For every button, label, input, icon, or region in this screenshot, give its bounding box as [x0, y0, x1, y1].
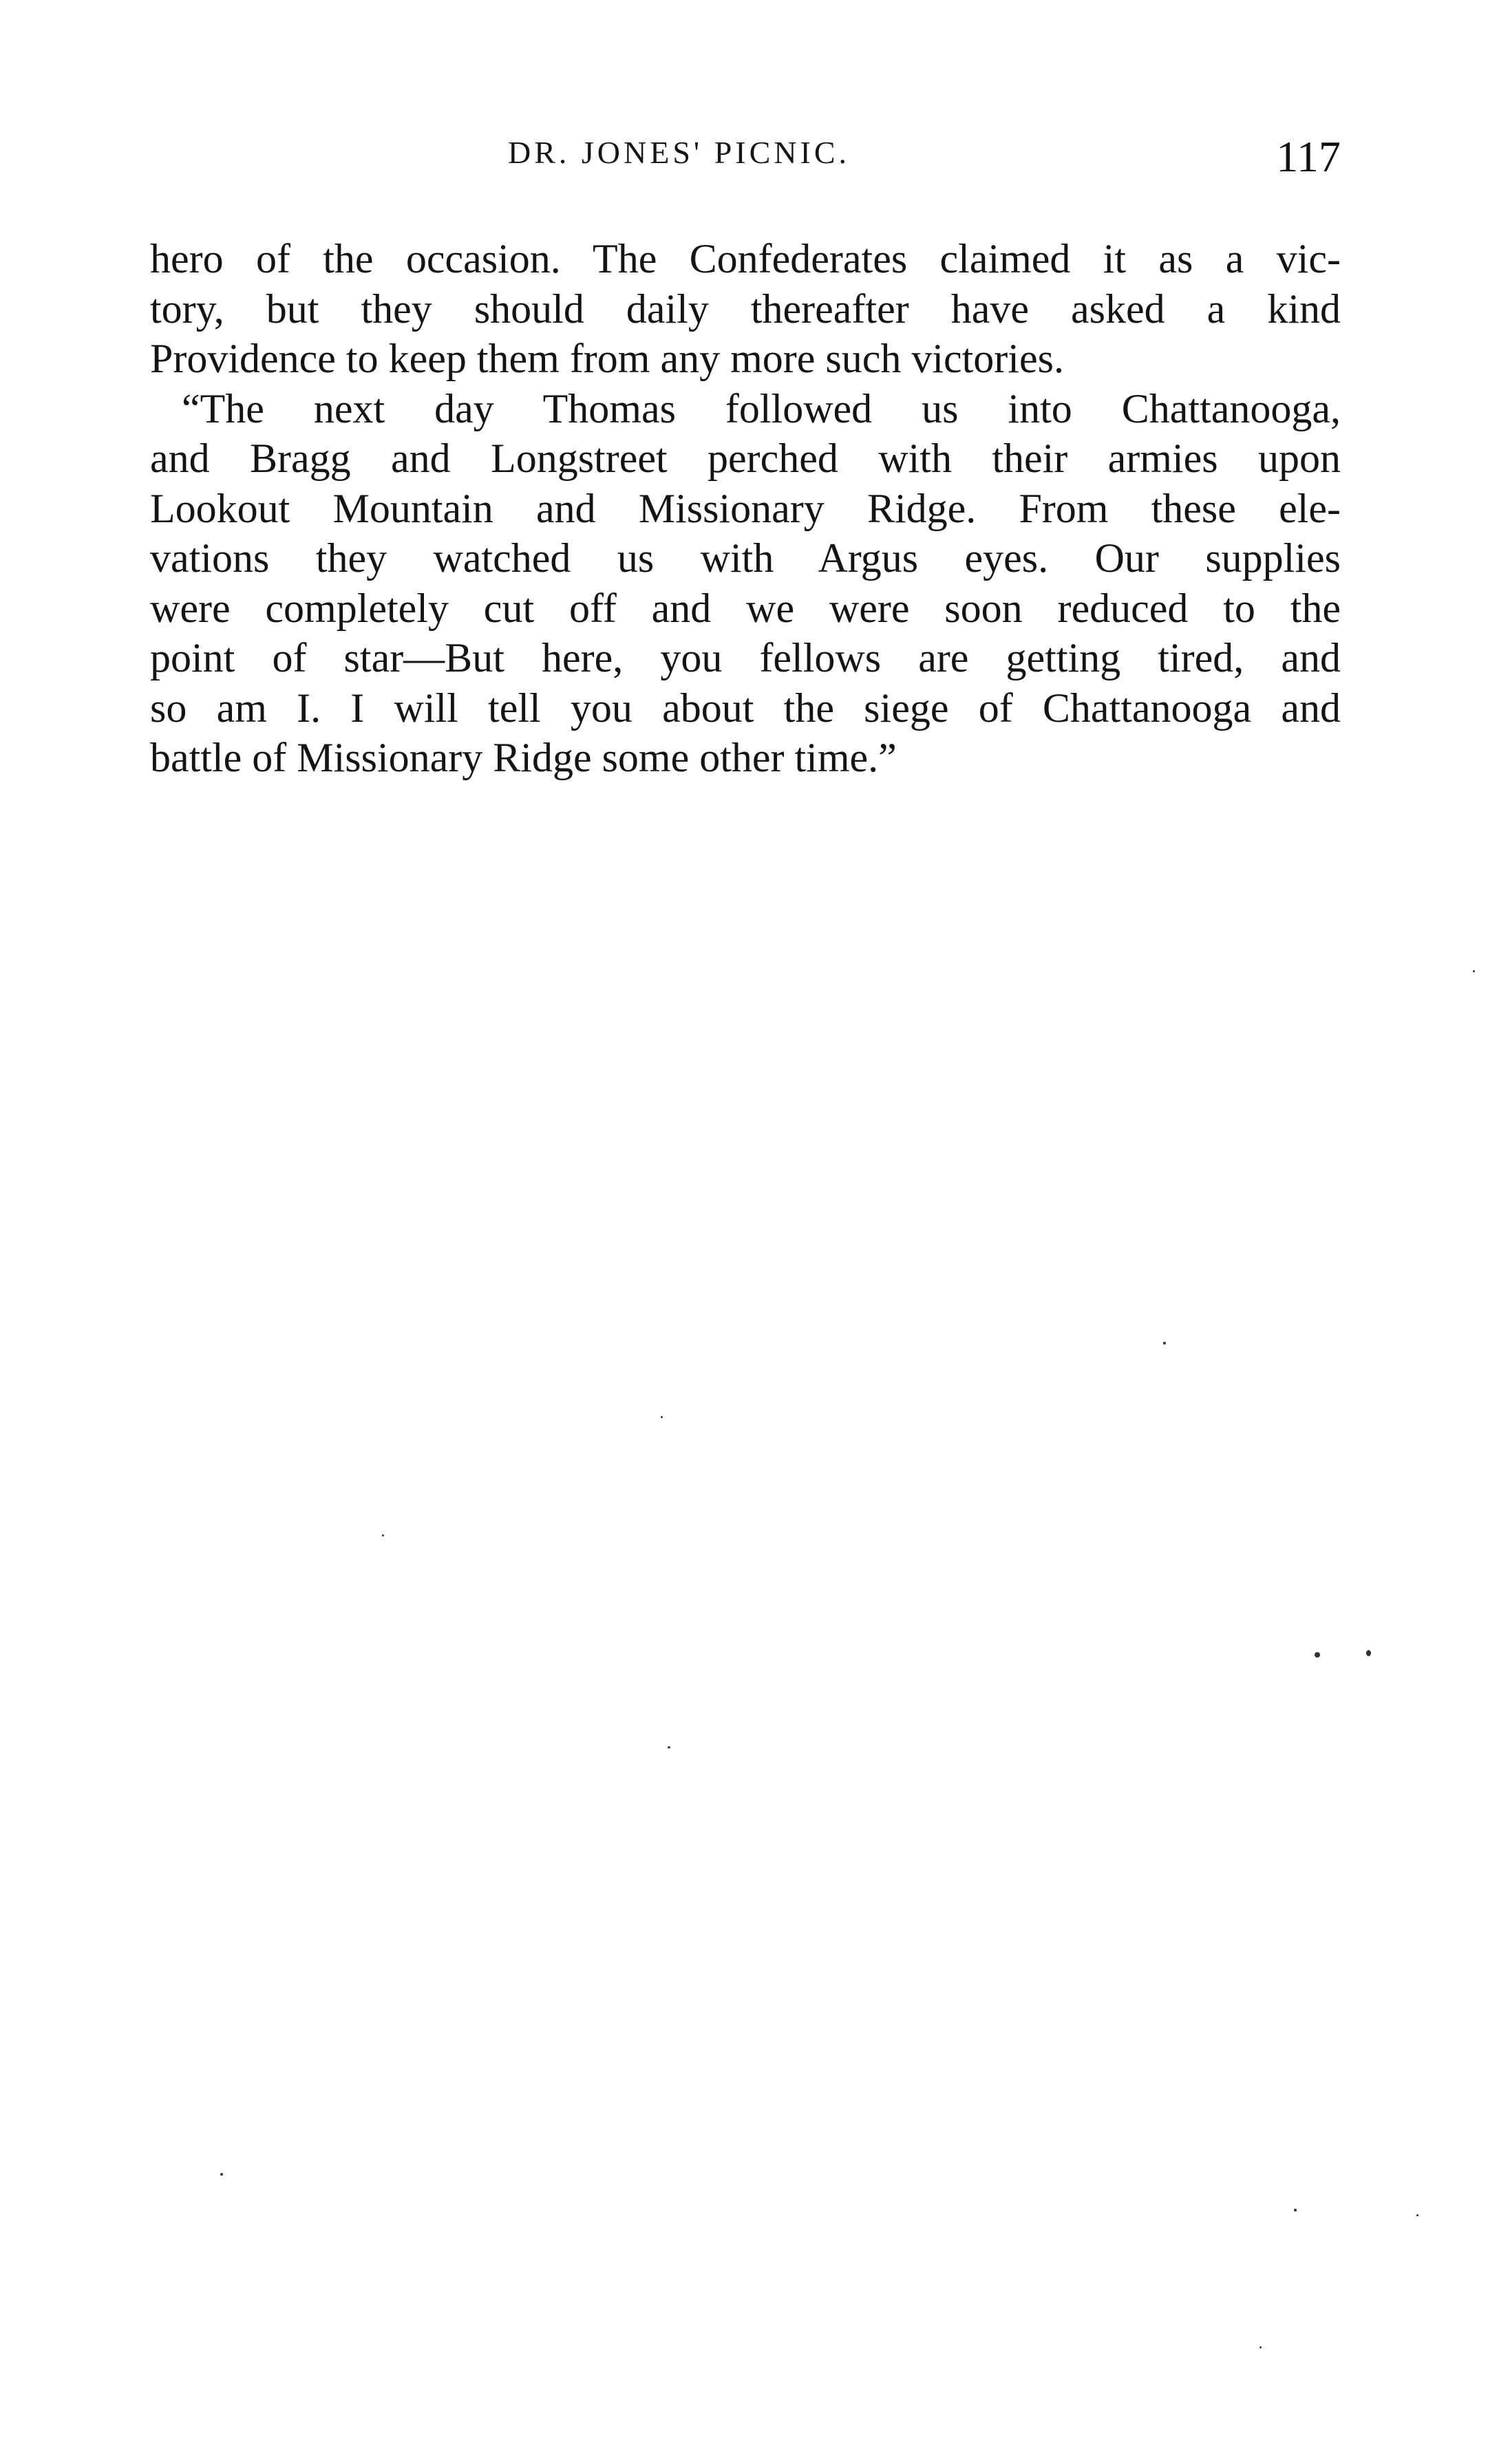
scan-speck: [1294, 2209, 1297, 2211]
page-number: 117: [1276, 132, 1341, 181]
scan-speck: [382, 1534, 384, 1536]
scan-speck: [220, 2173, 223, 2176]
text-line-2: tory, but they should daily thereafter have asked a kind: [150, 286, 1341, 332]
scan-speck: [1259, 2346, 1262, 2348]
text-line-9: point of star—But here, you fellows are getting tired, and: [150, 635, 1341, 681]
text-line-4: “The next day Thomas followed us into Chattanooga,: [182, 385, 1341, 431]
text-line-5: and Bragg and Longstreet perched with their armies upon: [150, 436, 1341, 481]
scan-speck: [661, 1416, 663, 1418]
text-line-3: Providence to keep them from any more such victories.: [150, 336, 1064, 381]
text-line-1: hero of the occasion. The Confederates claimed it as a vic-: [150, 236, 1341, 281]
scan-speck: [668, 1746, 670, 1748]
running-title: DR. JONES' PICNIC.: [508, 135, 851, 170]
scan-speck: [1366, 1650, 1371, 1656]
text-line-7: vations they watched us with Argus eyes. Our supplies: [150, 535, 1341, 581]
text-line-10: so am I. I will tell you about the siege of Chattanooga and: [150, 685, 1341, 731]
scan-speck: [1416, 2214, 1418, 2216]
text-line-6: Lookout Mountain and Missionary Ridge. From these ele-: [150, 485, 1341, 531]
scan-speck: [1315, 1652, 1320, 1658]
running-head: [150, 134, 1341, 189]
body-text: [150, 234, 1341, 783]
text-line-8: were completely cut off and we were soon reduced to the: [150, 585, 1341, 631]
scan-speck: [1163, 1342, 1166, 1345]
text-line-11: battle of Missionary Ridge some other time.”: [150, 735, 897, 780]
scan-speck: [1473, 970, 1475, 972]
